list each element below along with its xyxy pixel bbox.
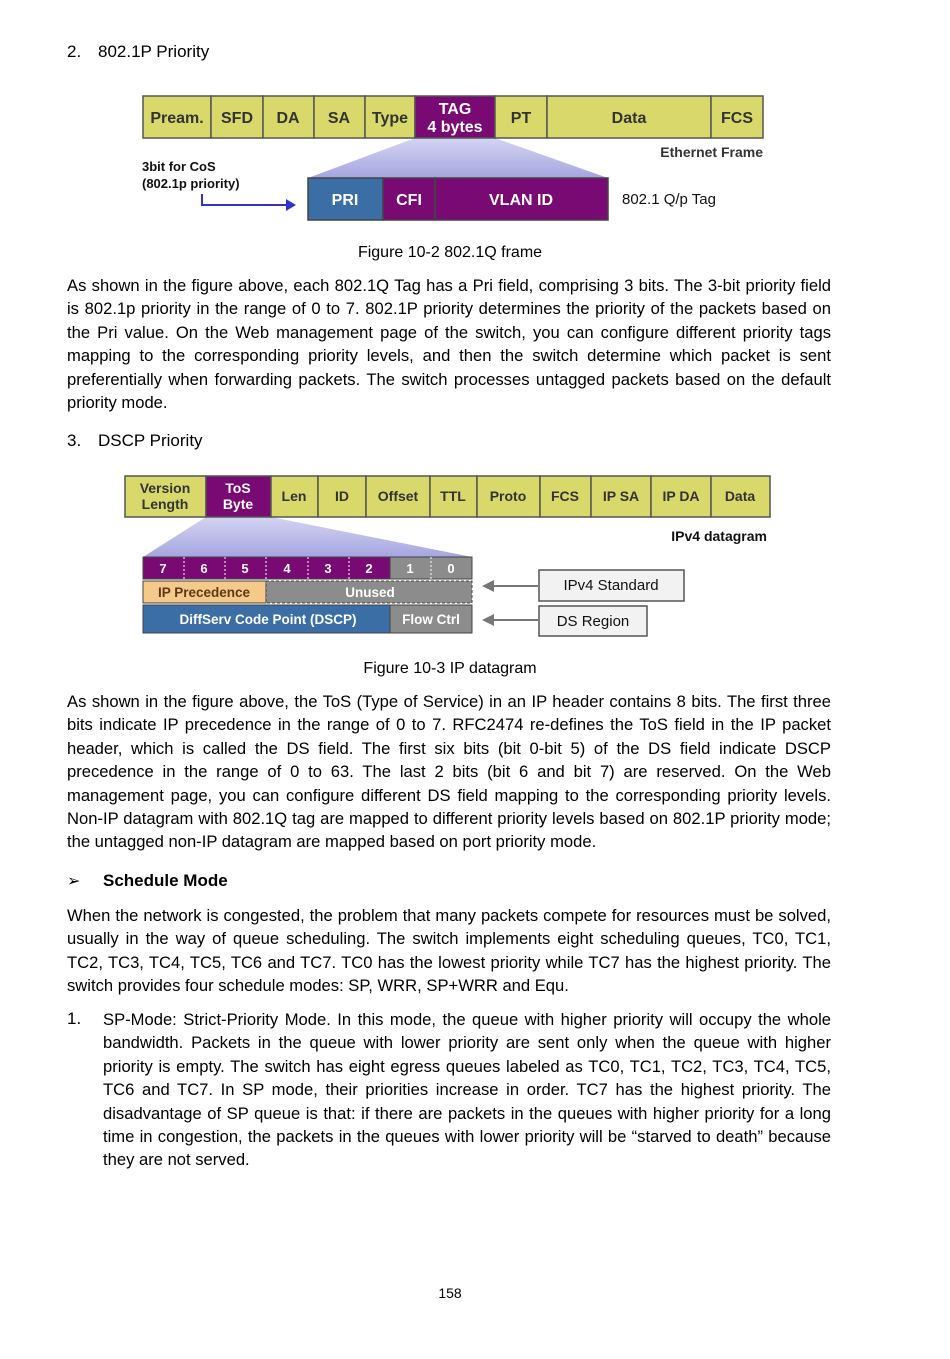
label-ip-sa: IP SA <box>602 488 640 504</box>
paragraph-8021p: As shown in the figure above, each 802.1Q Tag has a Pri field, comprising 3 bits. The 3-bit priority field is 802.1p priority in the range of 0 to 7. 802.1P priority determines the priority of the packets based on the Pri value. On the Web management page of the switch, you can configure different priority tags mapping to the corresponding priority levels, and then the switch determine which packet is sent preferentially when forwarding packets. The switch processes untagged packets based on the default priority mode. <box>67 276 831 413</box>
unused-label: Unused <box>345 585 395 600</box>
label-byte: Byte <box>222 496 254 512</box>
bits-7-2-cell <box>143 557 390 579</box>
bit-6: 6 <box>200 561 208 576</box>
arrow-ipv4-standard-head <box>482 580 494 592</box>
bit-1: 1 <box>406 561 414 576</box>
section-2-number: 2. <box>67 42 82 61</box>
label-version: Version <box>139 480 191 496</box>
label-offset: Offset <box>377 488 419 504</box>
label-data: Data <box>611 110 647 127</box>
bits-1-0-cell <box>390 557 472 579</box>
diffserv-label: DiffServ Code Point (DSCP) <box>179 612 357 627</box>
page-number: 158 <box>438 1285 462 1301</box>
section-3-number: 3. <box>67 431 82 450</box>
label-sa: SA <box>327 110 351 127</box>
figure-10-3-caption: Figure 10-3 IP datagram <box>363 660 537 677</box>
label-proto: Proto <box>489 488 527 504</box>
bit-5: 5 <box>241 561 249 576</box>
label-pream: Pream. <box>150 110 204 127</box>
label-tos: ToS <box>225 480 251 496</box>
ethernet-frame-label: Ethernet Frame <box>660 144 763 160</box>
figure-10-2-caption: Figure 10-2 802.1Q frame <box>357 244 543 261</box>
section-2-title: 802.1P Priority <box>98 42 210 61</box>
label-ip-fcs: FCS <box>551 488 579 504</box>
label-tag: TAG <box>438 101 472 118</box>
label-type: Type <box>371 110 409 127</box>
bit-2: 2 <box>365 561 373 576</box>
figure-ip-datagram <box>120 470 780 645</box>
label-ip-data: Data <box>724 488 756 504</box>
cos-arrow-head <box>286 199 296 211</box>
label-sfd: SFD <box>221 110 253 127</box>
ip-precedence-label: IP Precedence <box>157 585 251 600</box>
bit-0: 0 <box>447 561 455 576</box>
figure-8021q-svg <box>130 88 780 228</box>
figure-8021q-frame <box>130 88 780 228</box>
ipv4-datagram-label: IPv4 datagram <box>671 528 767 544</box>
ipv4-standard-label: IPv4 Standard <box>563 577 659 594</box>
bit-3: 3 <box>324 561 332 576</box>
label-fcs: FCS <box>721 110 753 127</box>
bit-4: 4 <box>283 561 291 576</box>
ds-region-label: DS Region <box>556 613 630 630</box>
label-ttl: TTL <box>440 488 466 504</box>
flow-ctrl-label: Flow Ctrl <box>402 612 460 627</box>
label-da: DA <box>276 110 300 127</box>
label-cfi: CFI <box>396 192 422 209</box>
bit-7: 7 <box>159 561 167 576</box>
label-ip-da: IP DA <box>662 488 700 504</box>
schedule-mode-heading: Schedule Mode <box>103 871 228 890</box>
figure-ip-datagram-svg <box>120 470 780 645</box>
paragraph-dscp: As shown in the figure above, the ToS (Type of Service) in an IP header contains 8 bits. The first three bits indicate IP precedence in the range of 0 to 7. RFC2474 re-defines the ToS field in the IP packet header, which is called the DS field. The first six bits (bit 0-bit 5) of the DS field indicate DSCP precedence in the range of 0 to 63. The last 2 bits (bit 6 and bit 7) are reserved. On the Web management page, you can configure different DS field mapping to the corresponding priority levels. Non-IP datagram with 802.1Q tag are mapped to different priority levels based on 802.1P priority mode; the untagged non-IP datagram are mapped based on port priority mode. <box>67 692 831 852</box>
qtag-label: 802.1 Q/p Tag <box>622 191 716 208</box>
schedule-mode-bullet-icon: ➢ <box>67 873 81 890</box>
tag-expansion-shape <box>308 138 608 178</box>
section-3-title: DSCP Priority <box>98 431 203 450</box>
list-item-1-number: 1. <box>67 1009 82 1028</box>
label-pt: PT <box>510 110 532 127</box>
label-vlan-id: VLAN ID <box>489 192 553 209</box>
label-len: Len <box>281 488 307 504</box>
label-length: Length <box>141 496 189 512</box>
arrow-ds-region-head <box>482 614 494 626</box>
cos-label-line1: 3bit for CoS <box>142 159 216 174</box>
label-id: ID <box>335 488 349 504</box>
label-4-bytes: 4 bytes <box>427 119 483 136</box>
list-item-1-text: SP-Mode: Strict-Priority Mode. In this mode, the queue with higher priority will occupy the whole bandwidth. Packets in the queue with lower priority are sent only when the queue with higher priority is empty. The switch has eight egress queues labeled as TC0, TC1, TC2, TC3, TC4, TC5, TC6 and TC7. In SP mode, their priorities increase in order. TC7 has the highest priority. The disadvantage of SP queue is that: if there are packets in the queues with higher priority for a long time in congestion, the packets in the queues with lower priority will be “starved to death” because they are not served. <box>103 1010 831 1170</box>
paragraph-schedule-mode: When the network is congested, the problem that many packets compete for resources must be solved, usually in the way of queue scheduling. The switch implements eight scheduling queues, TC0, TC1, TC2, TC3, TC4, TC5, TC6 and TC7. TC0 has the lowest priority while TC7 has the highest priority. The switch provides four schedule modes: SP, WRR, SP+WRR and Equ. <box>67 906 831 996</box>
cos-label-line2: (802.1p priority) <box>142 176 240 191</box>
label-pri: PRI <box>331 192 359 209</box>
tos-bit-row <box>143 557 472 579</box>
cos-arrow-line <box>202 194 288 205</box>
tos-expansion-shape <box>143 517 472 557</box>
